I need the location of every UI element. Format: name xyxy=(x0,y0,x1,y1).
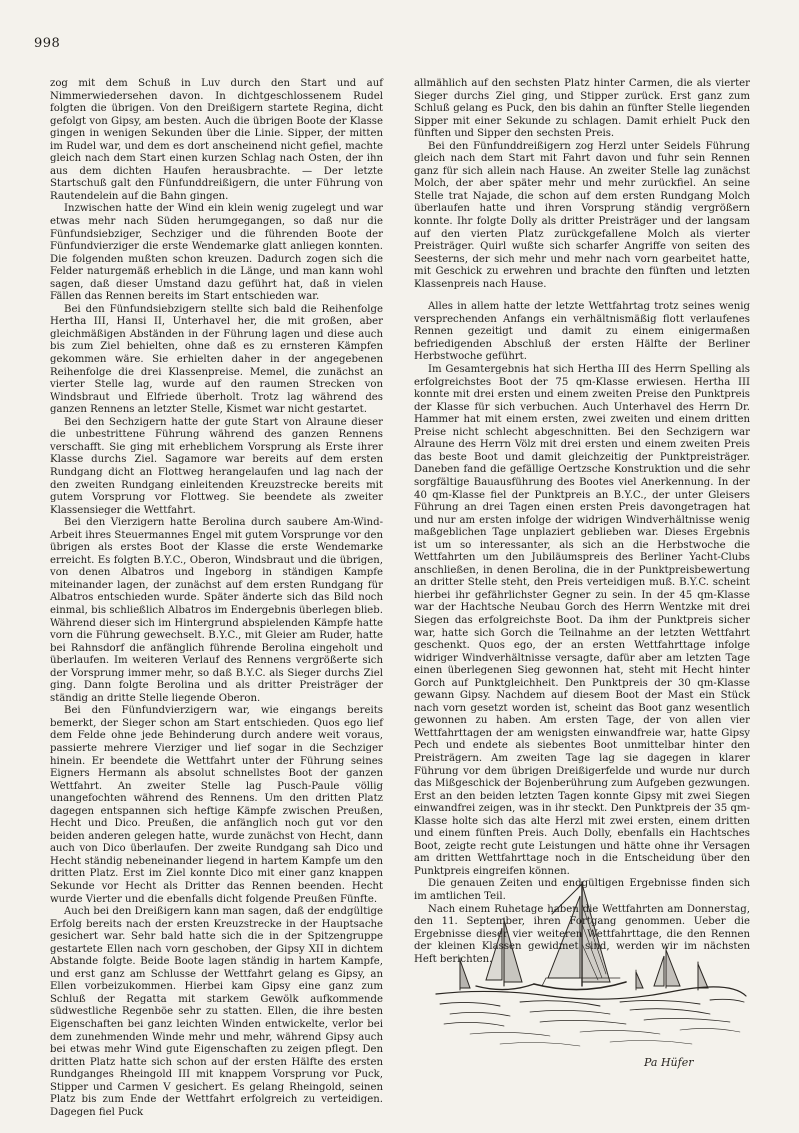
paragraph: Alles in allem hatte der letzte Wettfahrtag trotz seines wenig versprechenden Anfangs ein verhältnismäßig flott verlaufenes Rennen gezeitigt und damit zu einem einigermaßen befriedigenden Abschluß der ersten Hälfte der Berliner Herbstwoche geführt. xyxy=(414,301,750,363)
paragraph: Bei den Sechzigern hatte der gute Start von Alraune dieser die unbestrittene Führung während des ganzen Rennens verschafft. Sie ging mit erheblichem Vorsprung als Erste ihrer Klasse durchs Ziel. Sagamore war bereits auf dem ersten Rundgang dicht an Flottweg herangelaufen und lag nach der den zweiten Rundgang einleitenden Kreuzstrecke bereits mit gutem Vorsprung vor Flottweg. Sie beendete als zweiter Klassensieger die Wettfahrt. xyxy=(50,416,383,516)
page-number: 998 xyxy=(34,36,61,51)
paragraph: Inzwischen hatte der Wind ein klein wenig zugelegt und war etwas mehr nach Süden herumgegangen, so daß nur die Fünfundsiebziger, Sechziger und die führenden Boote der Fünfundvierziger die erste Wendemarke glatt anliegen konnten. Die folgenden mußten schon kreuzen. Dadurch zogen sich die Felder naturgemäß erheblich in die Länge, und man kann wohl sagen, daß dieser Umstand dazu geführt hat, daß in vielen Fällen das Rennen bereits im Start entschieden war. xyxy=(50,203,383,303)
sailing-boats-illustration xyxy=(430,874,750,1076)
paragraph: Bei den Vierzigern hatte Berolina durch saubere Am-Wind-Arbeit ihres Steuermannes Engel mit gutem Vorsprunge vor den übrigen als erstes Boot der Klasse die erste Wendemarke erreicht. Es folgten B.Y.C., Oberon, Windsbraut und die übrigen, von denen Albatros und Ingeborg in ständigen Kampfe miteinander lagen, der zunächst auf dem ersten Rundgang für Albatros entschieden wurde. Später änderte sich das Bild noch einmal, bis schließlich Albatros im Endergebnis überlegen blieb. Während dieser sich im Hintergrund abspielenden Kämpfe hatte vorn die Führung gewechselt. B.Y.C., mit Gleier am Ruder, hatte bei Rahnsdorf die anfänglich führende Berolina eingeholt und überlaufen. Im weiteren Verlauf des Rennens vergrößerte sich der Vorsprung immer mehr, so daß B.Y.C. als Sieger durchs Ziel ging. Dann folgte Berolina und als dritter Preisträger der ständig an dritte Stelle liegende Oberon. xyxy=(50,517,383,704)
paragraph: Auch bei den Dreißigern kann man sagen, daß der endgültige Erfolg bereits nach der ersten Kreuzstrecke in der Hauptsache gesichert war. Sehr bald hatte sich die in der Spitzengruppe gestartete Ellen nach vorn geschoben, der Gipsy XII in dichtem Abstande folgte. Beide Boote lagen ständig in hartem Kampfe, und erst ganz am Schlusse der Wettfahrt gelang es Gipsy, an Ellen vorbeizukommen. Hierbei kam Gipsy eine ganz zum Schluß der Regatta mit starkem Gewölk aufkommende südwestliche Regenböe sehr zu statten. Ellen, die ihre besten Eigenschaften bei ganz leichten Winden entwickelte, verlor bei dem zunehmenden Winde mehr und mehr, während Gipsy auch bei etwas mehr Wind gute Eigenschaften zu zeigen pflegt. Den dritten Platz hatte sich schon auf der ersten Hälfte des ersten Rundganges Rheingold III mit knappem Vorsprung vor Puck, Stipper und Carmen V gesichert. Es gelang Rheingold, seinen Platz bis zum Ende der Wettfahrt erfolgreich zu verteidigen. Dagegen fiel Puck xyxy=(50,906,383,1118)
paragraph: allmählich auf den sechsten Platz hinter Carmen, die als vierter Sieger durchs Ziel ging, und Stipper zurück. Erst ganz zum Schluß gelang es Puck, den bis dahin an fünfter Stelle liegenden Sipper mit einer Sekunde zu schlagen. Damit erhielt Puck den fünften und Sipper den sechsten Preis. xyxy=(414,78,750,140)
right-column xyxy=(414,78,750,966)
paragraph: Bei den Fünfundsiebzigern stellte sich bald die Reihenfolge Hertha III, Hansi II, Unterhavel her, die mit großen, aber gleichmäßigen Abständen in der Führung lagen und diese auch bis zum Ziel behielten, ohne daß es zu ernsteren Kämpfen gekommen wäre. Sie erhielten daher in der angegebenen Reihenfolge die drei Klassenpreise. Memel, die zunächst an vierter Stelle lag, wurde auf den raumen Strecken von Windsbraut und Elfriede überholt. Trotz lag während des ganzen Rennens an letzter Stelle, Kismet war nicht gestartet. xyxy=(50,303,383,416)
paragraph: Bei den Fünfundvierzigern war, wie eingangs bereits bemerkt, der Sieger schon am Start entschieden. Quos ego lief dem Felde ohne jede Behinderung durch andere weit voraus, passierte mehrere Vierziger und lief sogar in die Sechziger hinein. Er beendete die Wettfahrt unter der Führung seines Eigners Hermann als absolut schnellstes Boot der ganzen Wettfahrt. An zweiter Stelle lag Pusch-Paule völlig unangefochten während des Rennens. Um den dritten Platz dagegen entspannen sich heftige Kämpfe zwischen Preußen, Hecht und Dico. Preußen, die anfänglich noch gut vor den beiden anderen gelegen hatte, wurde zunächst von Hecht, dann auch von Dico überlaufen. Der zweite Rundgang sah Dico und Hecht ständig nebeneinander liegend in hartem Kampfe um den dritten Platz. Erst im Ziel konnte Dico mit einer ganz knappen Sekunde vor Hecht als Dritter das Rennen beenden. Hecht wurde Vierter und die ebenfalls dicht folgende Preußen Fünfte. xyxy=(50,705,383,905)
paragraph: Im Gesamtergebnis hat sich Hertha III des Herrn Spelling als erfolgreichstes Boot der 75 qm-Klasse erwiesen. Hertha III konnte mit drei ersten und einem zweiten Preise den Punktpreis der Klasse für sich verbuchen. Auch Unterhavel des Herrn Dr. Hammer hat mit einem ersten, zwei zweiten und einem dritten Preise nicht schlecht abgeschnitten. Bei den Sechzigern war Alraune des Herrn Völz mit drei ersten und einem zweiten Preis das beste Boot und damit gleichzeitig der Punktpreisträger. Daneben fand die gefällige Oertzsche Konstruktion und die sehr sorgfältige Bauausführung des Bootes viel Anerkennung. In der 40 qm-Klasse fiel der Punktpreis an B.Y.C., der unter Gleisers Führung an drei Tagen einen ersten Preis davongetragen hat und nur am ersten infolge der widrigen Windverhältnisse wenig maßgeblichen Tage unplaziert geblieben war. Dieses Ergebnis ist um so interessanter, als sich an die Herbstwoche die Wettfahrten um den Jubiläumspreis des Berliner Yacht-Clubs anschließen, in denen Berolina, die in der Punktpreisbewertung an dritter Stelle steht, den Preis verteidigen muß. B.Y.C. scheint hierbei ihr gefährlichster Gegner zu sein. In der 45 qm-Klasse war der Hachtsche Neubau Gorch des Herrn Wentzke mit drei Siegen das erfolgreichste Boot. Da ihm der Punktpreis sicher war, hatte sich Gorch die Teilnahme an der letzten Wettfahrt geschenkt. Quos ego, der an ersten Wettfahrttage infolge widriger Windverhältnisse versagte, dafür aber am letzten Tage einen überlegenen Sieg gewonnen hat, steht mit Hecht hinter Gorch auf Punktgleichheit. Den Punktpreis der 30 qm-Klasse gewann Gipsy. Nachdem auf diesem Boot der Mast ein Stück nach vorn gesetzt worden ist, scheint das Boot ganz wesentlich gewonnen zu haben. Am ersten Tage, der von allen vier Wettfahrttagen der am wenigsten einwandfreie war, hatte Gipsy Pech und endete als siebentes Boot unmittelbar hinter den Preisträgern. Am zweiten Tage lag sie dagegen in klarer Führung vor dem übrigen Dreißigerfelde und wurde nur durch das Mißgeschick der Bojenberührung zum Aufgeben gezwungen. Erst an den beiden letzten Tagen konnte Gipsy mit zwei Siegen einwandfrei zeigen, was in ihr steckt. Den Punktpreis der 35 qm-Klasse holte sich das alte Herzl mit zwei ersten, einem dritten und einem fünften Preis. Auch Dolly, ebenfalls ein Hachtsches Boot, zeigte recht gute Leistungen und hätte ohne ihr Versagen am dritten Wettfahrttage noch in die Entscheidung über den Punktpreis eingreifen können. xyxy=(414,364,750,877)
artist-signature: Pa Hüfer xyxy=(644,1056,694,1069)
paragraph: Bei den Fünfunddreißigern zog Herzl unter Seidels Führung gleich nach dem Start mit Fahrt davon und fuhr sein Rennen ganz für sich allein nach Hause. An zweiter Stelle lag zunächst Molch, der aber später mehr und mehr zurückfiel. An seine Stelle trat Najade, die schon auf dem ersten Rundgang Molch überlaufen hatte und ihren Vorsprung ständig vergrößern konnte. Ihr folgte Dolly als dritter Preisträger und der langsam auf den vierten Platz zurückgefallene Molch als vierter Preisträger. Quirl wußte sich scharfer Angriffe von seiten des Seesterns, der sich mehr und mehr nach vorn gearbeitet hatte, mit Geschick zu erwehren und brachte den fünften und letzten Klassenpreis nach Hause. xyxy=(414,140,750,290)
sailing-boats-drawing xyxy=(430,874,750,1076)
paragraph: Die genauen Zeiten und endgültigen Ergebnisse finden sich im amtlichen Teil. xyxy=(414,878,750,902)
paragraph: zog mit dem Schuß in Luv durch den Start und auf Nimmerwiedersehen davon. In dichtgeschlossenem Rudel folgten die übrigen. Von den Dreißigern startete Regina, dicht gefolgt von Gipsy, am besten. Auch die übrigen Boote der Klasse gingen in wenigen Sekunden über die Linie. Sipper, der mitten im Rudel war, und dem es dort anscheinend nicht gefiel, machte gleich nach dem Start einen kurzen Schlag nach Osten, der ihn aus dem dichten Haufen herausbrachte. — Der letzte Startschuß galt den Fünfunddreißigern, die unter Führung von Rautendelein auf die Bahn gingen. xyxy=(50,78,383,202)
paragraph: Nach einem Ruhetage haben die Wettfahrten am Donnerstag, den 11. September, ihren Fortgang genommen. Ueber die Ergebnisse dieser vier weiteren Wettfahrttage, die den Rennen der kleinen Klassen gewidmet sind, werden wir im nächsten Heft berichten. xyxy=(414,903,750,965)
left-column xyxy=(50,78,383,1119)
